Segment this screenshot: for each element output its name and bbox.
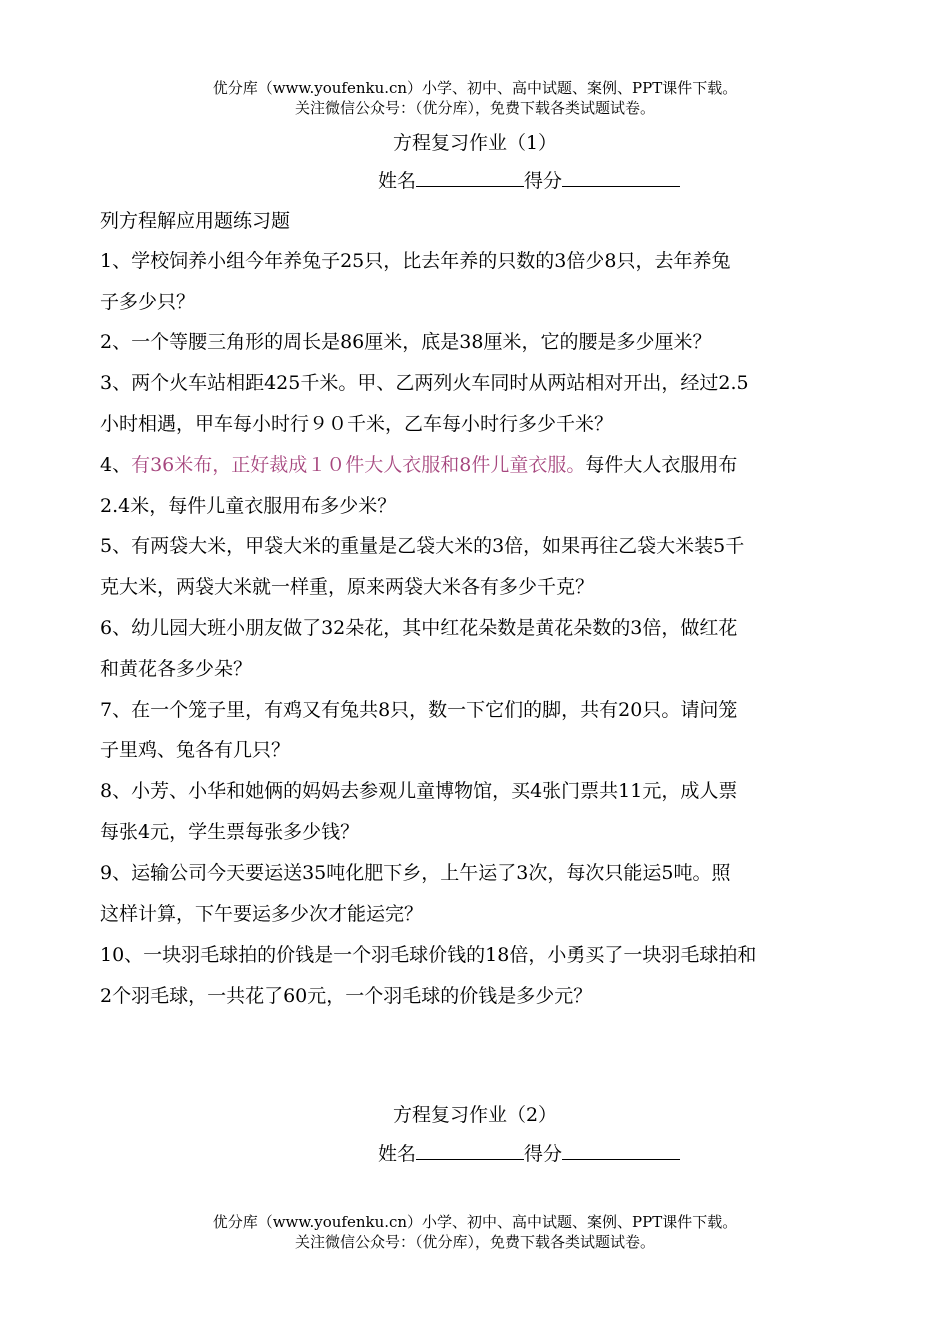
question-10-line-1: 10、一块羽毛球拍的价钱是一个羽毛球价钱的18倍，小勇买了一块羽毛球拍和 xyxy=(100,944,757,966)
name-blank xyxy=(416,166,524,187)
question-2-line-1: 2、一个等腰三角形的周长是86厘米，底是38厘米，它的腰是多少厘米？ xyxy=(100,331,712,353)
question-8-line-1: 8、小芳、小华和她俩的妈妈去参观儿童博物馆，买4张门票共11元，成人票 xyxy=(100,780,738,802)
name-label: 姓名 xyxy=(378,170,417,192)
question-3-line-1: 3、两个火车站相距425千米。甲、乙两列火车同时从两站相对开出，经过2.5 xyxy=(100,372,749,394)
question-1-line-1: 1、学校饲养小组今年养兔子25只，比去年养的只数的3倍少8只，去年养兔 xyxy=(100,250,731,272)
footer-line-1: 优分库（www.youfenku.cn）小学、初中、高中试题、案例、PPT课件下载。 xyxy=(212,1213,738,1231)
question-4-line-2: 2.4米，每件儿童衣服用布多少米？ xyxy=(100,495,397,517)
question-10-line-2: 2个羽毛球，一共花了60元，一个羽毛球的价钱是多少元？ xyxy=(100,985,593,1007)
question-9-line-2: 这样计算，下午要运多少次才能运完？ xyxy=(100,903,424,925)
question-5-line-2: 克大米，两袋大米就一样重，原来两袋大米各有多少千克？ xyxy=(100,576,595,598)
question-6-line-2: 和黄花各多少朵？ xyxy=(100,658,253,680)
score-label: 得分 xyxy=(524,1143,563,1165)
name-blank xyxy=(416,1139,524,1160)
question-4-line-1 xyxy=(100,450,860,477)
section2-title: 方程复习作业（2） xyxy=(392,1104,558,1126)
score-label: 得分 xyxy=(524,170,563,192)
exercise-heading: 列方程解应用题练习题 xyxy=(100,210,291,232)
question-4-text: 每件大人衣服用布 xyxy=(585,454,738,476)
page-header xyxy=(0,78,950,118)
section1-title: 方程复习作业（1） xyxy=(392,132,558,154)
question-4-highlighted-text: 有36米布，正好裁成１０件大人衣服和8件儿童衣服。 xyxy=(131,454,586,476)
question-3-line-2: 小时相遇，甲车每小时行９０千米，乙车每小时行多少千米？ xyxy=(100,413,614,435)
question-6-line-1: 6、幼儿园大班小朋友做了32朵花，其中红花朵数是黄花朵数的3倍，做红花 xyxy=(100,617,738,639)
section2-name-score-line xyxy=(378,1139,680,1166)
page-footer xyxy=(0,1212,950,1252)
question-7-line-2: 子里鸡、兔各有几只？ xyxy=(100,739,291,761)
question-1-line-2: 子多少只？ xyxy=(100,291,196,313)
score-blank xyxy=(562,1139,680,1160)
header-line-2: 关注微信公众号：（优分库），免费下载各类试题试卷。 xyxy=(294,99,655,117)
name-label: 姓名 xyxy=(378,1143,417,1165)
question-9-line-1: 9、运输公司今天要运送35吨化肥下乡，上午运了3次，每次只能运5吨。照 xyxy=(100,862,731,884)
question-7-line-1: 7、在一个笼子里，有鸡又有兔共8只，数一下它们的脚，共有20只。请问笼 xyxy=(100,699,738,721)
question-5-line-1: 5、有两袋大米，甲袋大米的重量是乙袋大米的3倍，如果再往乙袋大米装5千 xyxy=(100,535,745,557)
question-8-line-2: 每张4元，学生票每张多少钱？ xyxy=(100,821,360,843)
section1-name-score-line xyxy=(378,166,680,193)
header-line-1: 优分库（www.youfenku.cn）小学、初中、高中试题、案例、PPT课件下载。 xyxy=(212,79,738,97)
question-4-number: 4、 xyxy=(100,454,132,476)
score-blank xyxy=(562,166,680,187)
footer-line-2: 关注微信公众号：（优分库），免费下载各类试题试卷。 xyxy=(294,1233,655,1251)
